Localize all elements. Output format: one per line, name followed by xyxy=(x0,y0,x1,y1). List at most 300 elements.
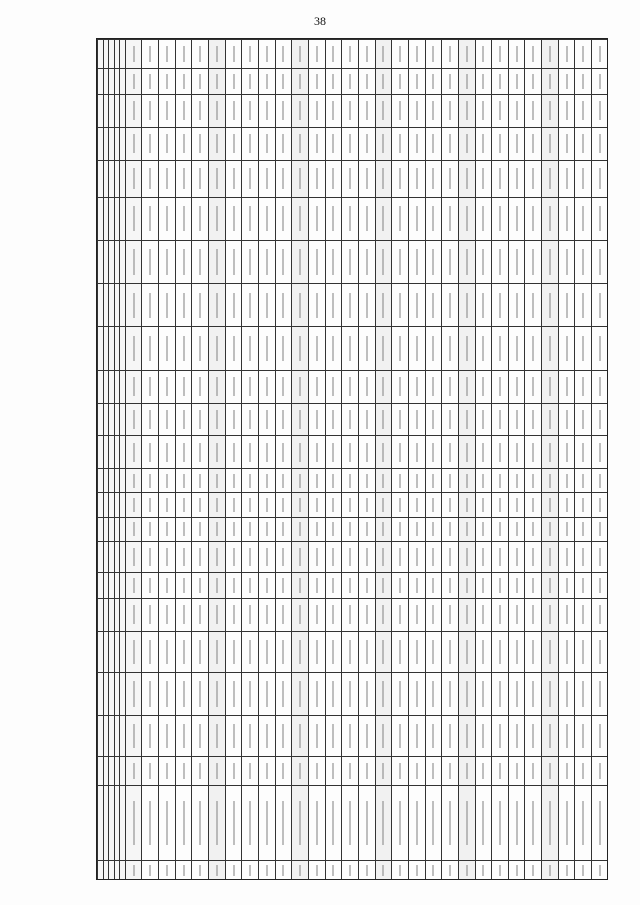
illegible-cell-text xyxy=(149,522,151,536)
illegible-cell-text xyxy=(183,763,185,780)
table-cell xyxy=(125,716,142,757)
table-cell xyxy=(225,68,242,94)
table-cell xyxy=(492,469,509,493)
illegible-cell-text xyxy=(332,134,334,153)
illegible-cell-text xyxy=(449,522,451,536)
table-cell xyxy=(408,672,425,715)
table-cell xyxy=(342,40,359,69)
illegible-cell-text xyxy=(199,763,201,780)
table-cell xyxy=(125,517,142,541)
illegible-cell-text xyxy=(199,865,201,876)
illegible-cell-text xyxy=(416,578,418,593)
illegible-cell-text xyxy=(266,336,268,361)
illegible-cell-text xyxy=(366,763,368,780)
illegible-cell-text xyxy=(566,474,568,488)
table-cell xyxy=(575,327,592,370)
illegible-cell-text xyxy=(282,474,284,488)
table-cell xyxy=(375,370,392,403)
table-cell xyxy=(192,631,209,672)
table-cell xyxy=(392,541,409,572)
illegible-cell-text xyxy=(532,801,534,845)
illegible-cell-text xyxy=(582,206,584,231)
table-cell xyxy=(442,160,459,197)
table-cell xyxy=(508,127,525,160)
table-cell xyxy=(142,370,159,403)
table-cell xyxy=(325,493,342,517)
illegible-cell-text xyxy=(316,377,318,396)
table-cell xyxy=(542,68,559,94)
table-cell xyxy=(325,436,342,469)
table-cell xyxy=(159,493,176,517)
table-cell xyxy=(408,598,425,631)
illegible-cell-text xyxy=(266,377,268,396)
illegible-cell-text xyxy=(582,249,584,274)
illegible-cell-text xyxy=(482,578,484,593)
illegible-cell-text xyxy=(166,206,168,231)
table-cell xyxy=(425,631,442,672)
table-cell xyxy=(258,160,275,197)
illegible-cell-text xyxy=(432,410,434,429)
illegible-cell-text xyxy=(249,763,251,780)
table-cell xyxy=(525,757,542,786)
table-cell xyxy=(192,785,209,860)
table-cell xyxy=(125,240,142,283)
illegible-cell-text xyxy=(466,498,468,512)
illegible-cell-text xyxy=(349,605,351,624)
table-row xyxy=(542,40,559,881)
illegible-cell-text xyxy=(282,578,284,593)
table-cell xyxy=(292,68,309,94)
illegible-cell-text xyxy=(249,410,251,429)
illegible-cell-text xyxy=(349,681,351,706)
table-cell xyxy=(392,860,409,880)
table-cell xyxy=(325,785,342,860)
illegible-cell-text xyxy=(449,548,451,566)
table-cell xyxy=(458,572,475,598)
table-cell xyxy=(592,631,608,672)
illegible-cell-text xyxy=(233,522,235,536)
illegible-cell-text xyxy=(549,498,551,512)
page-number: 38 xyxy=(314,14,326,28)
table-cell xyxy=(575,631,592,672)
table-cell xyxy=(492,757,509,786)
table-cell xyxy=(375,598,392,631)
illegible-cell-text xyxy=(266,410,268,429)
illegible-cell-text xyxy=(382,46,384,63)
table-cell xyxy=(258,127,275,160)
table-cell xyxy=(308,785,325,860)
illegible-cell-text xyxy=(249,522,251,536)
table-cell xyxy=(125,127,142,160)
table-cell xyxy=(192,197,209,240)
table-cell xyxy=(175,785,192,860)
table-cell xyxy=(392,785,409,860)
table-cell xyxy=(558,541,575,572)
table-cell xyxy=(425,598,442,631)
illegible-cell-text xyxy=(399,522,401,536)
table-cell xyxy=(325,240,342,283)
table-cell xyxy=(275,436,292,469)
illegible-cell-text xyxy=(299,865,301,876)
table-cell xyxy=(575,785,592,860)
table-cell xyxy=(592,370,608,403)
table-cell xyxy=(175,436,192,469)
illegible-cell-text xyxy=(166,474,168,488)
illegible-cell-text xyxy=(582,498,584,512)
illegible-cell-text xyxy=(233,377,235,396)
table-cell xyxy=(408,327,425,370)
illegible-cell-text xyxy=(382,498,384,512)
illegible-cell-text xyxy=(266,801,268,845)
illegible-cell-text xyxy=(166,101,168,120)
table-cell xyxy=(425,284,442,327)
table-cell xyxy=(308,40,325,69)
illegible-cell-text xyxy=(233,681,235,706)
illegible-cell-text xyxy=(133,293,135,318)
table-cell xyxy=(592,493,608,517)
illegible-cell-text xyxy=(233,498,235,512)
illegible-cell-text xyxy=(532,474,534,488)
illegible-cell-text xyxy=(382,249,384,274)
illegible-cell-text xyxy=(166,336,168,361)
illegible-cell-text xyxy=(499,101,501,120)
table-cell xyxy=(209,598,226,631)
table-cell xyxy=(192,757,209,786)
table-cell xyxy=(142,517,159,541)
table-cell xyxy=(575,757,592,786)
table-cell xyxy=(275,672,292,715)
table-cell xyxy=(475,240,492,283)
table-cell xyxy=(542,493,559,517)
table-cell xyxy=(425,68,442,94)
table-cell xyxy=(242,68,259,94)
table-cell xyxy=(225,160,242,197)
table-cell xyxy=(442,631,459,672)
table-cell xyxy=(209,672,226,715)
illegible-cell-text xyxy=(599,168,601,190)
illegible-cell-text xyxy=(416,249,418,274)
table-cell xyxy=(225,240,242,283)
illegible-cell-text xyxy=(316,101,318,120)
illegible-cell-text xyxy=(466,101,468,120)
illegible-cell-text xyxy=(582,293,584,318)
table-cell xyxy=(358,284,375,327)
illegible-cell-text xyxy=(216,865,218,876)
illegible-cell-text xyxy=(199,46,201,63)
table-cell xyxy=(242,284,259,327)
table-row xyxy=(308,40,325,881)
table-cell xyxy=(358,757,375,786)
table-cell xyxy=(275,95,292,128)
table-cell xyxy=(375,197,392,240)
illegible-cell-text xyxy=(449,865,451,876)
illegible-cell-text xyxy=(282,865,284,876)
illegible-cell-text xyxy=(399,410,401,429)
data-table xyxy=(97,39,608,880)
illegible-cell-text xyxy=(183,548,185,566)
table-cell xyxy=(592,284,608,327)
illegible-cell-text xyxy=(549,801,551,845)
table-cell xyxy=(275,327,292,370)
table-cell xyxy=(342,757,359,786)
table-cell xyxy=(159,436,176,469)
illegible-cell-text xyxy=(499,640,501,664)
illegible-cell-text xyxy=(282,801,284,845)
table-cell xyxy=(492,517,509,541)
table-cell xyxy=(192,284,209,327)
table-cell xyxy=(542,572,559,598)
illegible-cell-text xyxy=(532,168,534,190)
illegible-cell-text xyxy=(183,377,185,396)
illegible-cell-text xyxy=(299,410,301,429)
illegible-cell-text xyxy=(549,168,551,190)
table-cell xyxy=(209,284,226,327)
table-cell xyxy=(192,95,209,128)
illegible-cell-text xyxy=(332,498,334,512)
illegible-cell-text xyxy=(382,763,384,780)
illegible-cell-text xyxy=(449,724,451,748)
illegible-cell-text xyxy=(482,801,484,845)
table-cell xyxy=(525,672,542,715)
table-cell xyxy=(342,541,359,572)
illegible-cell-text xyxy=(416,522,418,536)
illegible-cell-text xyxy=(349,548,351,566)
table-cell xyxy=(475,95,492,128)
illegible-cell-text xyxy=(532,605,534,624)
illegible-cell-text xyxy=(399,763,401,780)
table-cell xyxy=(308,436,325,469)
table-cell xyxy=(542,197,559,240)
illegible-cell-text xyxy=(516,865,518,876)
table-cell xyxy=(325,95,342,128)
illegible-cell-text xyxy=(432,377,434,396)
illegible-cell-text xyxy=(199,410,201,429)
table-cell xyxy=(492,436,509,469)
illegible-cell-text xyxy=(532,548,534,566)
table-cell xyxy=(375,436,392,469)
table-cell xyxy=(258,469,275,493)
illegible-cell-text xyxy=(582,377,584,396)
table-cell xyxy=(542,127,559,160)
illegible-cell-text xyxy=(466,474,468,488)
illegible-cell-text xyxy=(482,443,484,462)
illegible-cell-text xyxy=(299,249,301,274)
table-cell xyxy=(142,541,159,572)
table-cell xyxy=(458,240,475,283)
illegible-cell-text xyxy=(199,249,201,274)
illegible-cell-text xyxy=(299,605,301,624)
illegible-cell-text xyxy=(332,410,334,429)
illegible-cell-text xyxy=(332,548,334,566)
illegible-cell-text xyxy=(249,101,251,120)
table-cell xyxy=(258,598,275,631)
illegible-cell-text xyxy=(532,249,534,274)
illegible-cell-text xyxy=(332,640,334,664)
table-cell xyxy=(508,572,525,598)
illegible-cell-text xyxy=(482,724,484,748)
illegible-cell-text xyxy=(166,605,168,624)
table-cell xyxy=(358,436,375,469)
illegible-cell-text xyxy=(449,763,451,780)
illegible-cell-text xyxy=(366,548,368,566)
illegible-cell-text xyxy=(149,640,151,664)
table-cell xyxy=(508,631,525,672)
table-cell xyxy=(225,757,242,786)
table-cell xyxy=(225,40,242,69)
table-cell xyxy=(408,403,425,436)
illegible-cell-text xyxy=(382,522,384,536)
illegible-cell-text xyxy=(482,865,484,876)
table-cell xyxy=(558,327,575,370)
table-cell xyxy=(475,370,492,403)
table-cell xyxy=(192,40,209,69)
table-cell xyxy=(575,672,592,715)
illegible-cell-text xyxy=(399,865,401,876)
illegible-cell-text xyxy=(233,336,235,361)
illegible-cell-text xyxy=(499,377,501,396)
illegible-cell-text xyxy=(499,474,501,488)
illegible-cell-text xyxy=(566,206,568,231)
illegible-cell-text xyxy=(349,763,351,780)
table-cell xyxy=(508,860,525,880)
illegible-cell-text xyxy=(282,681,284,706)
illegible-cell-text xyxy=(549,605,551,624)
illegible-cell-text xyxy=(183,293,185,318)
table-cell xyxy=(159,68,176,94)
table-cell xyxy=(175,197,192,240)
illegible-cell-text xyxy=(149,801,151,845)
table-cell xyxy=(192,469,209,493)
table-cell xyxy=(392,469,409,493)
illegible-cell-text xyxy=(382,293,384,318)
table-cell xyxy=(375,517,392,541)
table-cell xyxy=(258,672,275,715)
illegible-cell-text xyxy=(199,640,201,664)
table-cell xyxy=(275,197,292,240)
table-cell xyxy=(475,127,492,160)
table-cell xyxy=(375,40,392,69)
table-cell xyxy=(525,716,542,757)
table-cell xyxy=(358,493,375,517)
table-cell xyxy=(242,403,259,436)
illegible-cell-text xyxy=(482,46,484,63)
rotated-table xyxy=(97,39,608,880)
table-cell xyxy=(225,127,242,160)
illegible-cell-text xyxy=(399,74,401,89)
table-cell xyxy=(592,517,608,541)
table-cell xyxy=(408,240,425,283)
illegible-cell-text xyxy=(516,443,518,462)
illegible-cell-text xyxy=(199,522,201,536)
table-cell xyxy=(358,127,375,160)
illegible-cell-text xyxy=(466,865,468,876)
table-cell xyxy=(592,403,608,436)
illegible-cell-text xyxy=(382,134,384,153)
illegible-cell-text xyxy=(349,522,351,536)
table-cell xyxy=(425,40,442,69)
table-cell xyxy=(308,327,325,370)
table-cell xyxy=(142,716,159,757)
table-cell xyxy=(308,757,325,786)
table-cell xyxy=(558,598,575,631)
table-cell xyxy=(392,672,409,715)
table-cell xyxy=(425,370,442,403)
table-cell xyxy=(275,493,292,517)
table-cell xyxy=(392,598,409,631)
table-cell xyxy=(209,541,226,572)
table-cell xyxy=(492,672,509,715)
table-cell xyxy=(325,403,342,436)
illegible-cell-text xyxy=(199,443,201,462)
table-cell xyxy=(358,598,375,631)
illegible-cell-text xyxy=(266,443,268,462)
illegible-cell-text xyxy=(566,168,568,190)
illegible-cell-text xyxy=(149,101,151,120)
illegible-cell-text xyxy=(133,801,135,845)
illegible-cell-text xyxy=(166,801,168,845)
table-cell xyxy=(592,127,608,160)
table-cell xyxy=(575,284,592,327)
table-cell xyxy=(292,517,309,541)
illegible-cell-text xyxy=(249,46,251,63)
illegible-cell-text xyxy=(349,443,351,462)
illegible-cell-text xyxy=(133,74,135,89)
illegible-cell-text xyxy=(599,640,601,664)
table-cell xyxy=(475,284,492,327)
table-cell xyxy=(575,127,592,160)
table-cell xyxy=(342,572,359,598)
illegible-cell-text xyxy=(566,724,568,748)
table-cell xyxy=(175,403,192,436)
table-cell xyxy=(308,370,325,403)
illegible-cell-text xyxy=(149,498,151,512)
table-cell xyxy=(242,370,259,403)
illegible-cell-text xyxy=(166,522,168,536)
illegible-cell-text xyxy=(599,377,601,396)
table-cell xyxy=(525,160,542,197)
table-cell xyxy=(292,403,309,436)
table-cell xyxy=(525,95,542,128)
illegible-cell-text xyxy=(516,474,518,488)
table-cell xyxy=(558,403,575,436)
table-cell xyxy=(342,370,359,403)
illegible-cell-text xyxy=(432,134,434,153)
illegible-cell-text xyxy=(549,134,551,153)
illegible-cell-text xyxy=(332,74,334,89)
table-cell xyxy=(525,436,542,469)
illegible-cell-text xyxy=(382,336,384,361)
table-cell xyxy=(225,327,242,370)
illegible-cell-text xyxy=(332,293,334,318)
illegible-cell-text xyxy=(133,377,135,396)
illegible-cell-text xyxy=(233,101,235,120)
illegible-cell-text xyxy=(482,377,484,396)
table-cell xyxy=(175,572,192,598)
illegible-cell-text xyxy=(416,724,418,748)
illegible-cell-text xyxy=(382,681,384,706)
table-cell xyxy=(442,672,459,715)
table-cell xyxy=(525,572,542,598)
illegible-cell-text xyxy=(466,801,468,845)
table-cell xyxy=(175,160,192,197)
table-cell xyxy=(442,469,459,493)
illegible-cell-text xyxy=(249,134,251,153)
table-cell xyxy=(142,40,159,69)
table-cell xyxy=(442,598,459,631)
table-cell xyxy=(258,541,275,572)
table-cell xyxy=(258,757,275,786)
illegible-cell-text xyxy=(282,605,284,624)
